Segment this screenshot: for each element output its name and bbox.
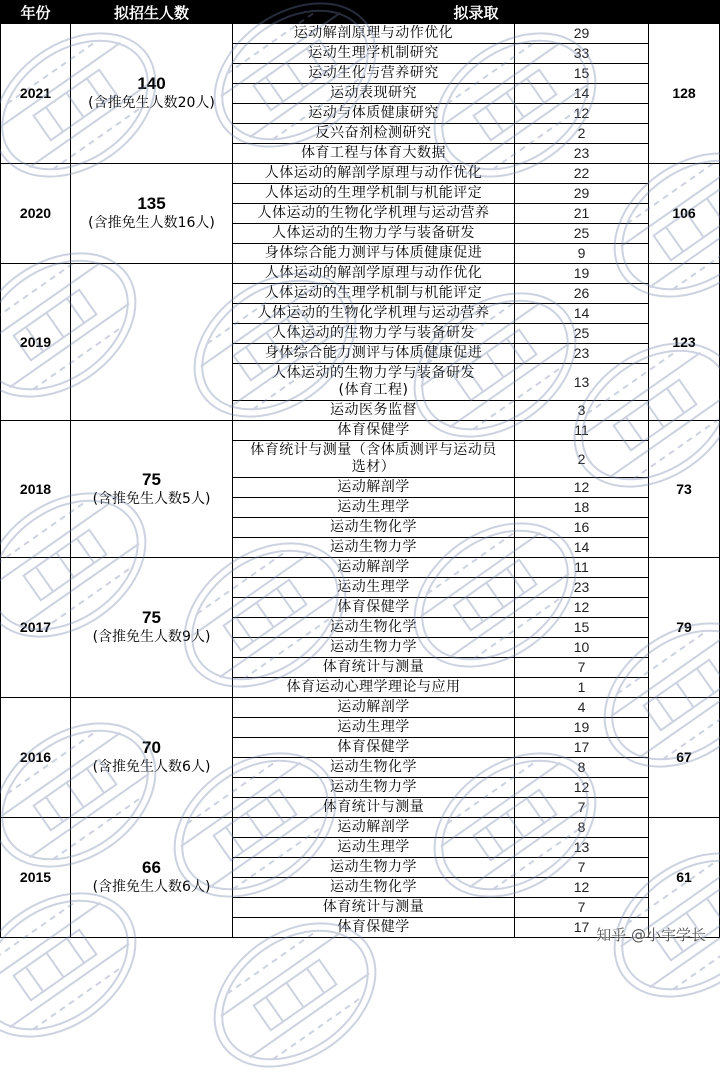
planned-count: 140 — [137, 74, 166, 93]
direction-cell: 运动生物化学 — [233, 618, 515, 638]
count-cell: 15 — [515, 618, 649, 638]
direction-cell: 运动与体质健康研究 — [233, 104, 515, 124]
count-cell: 3 — [515, 401, 649, 421]
total-cell: 61 — [649, 818, 720, 938]
count-cell: 11 — [515, 558, 649, 578]
count-cell: 13 — [515, 364, 649, 401]
direction-cell: 体育保健学 — [233, 598, 515, 618]
table-row — [1, 818, 720, 838]
planned-note: (含推免生人数6人) — [92, 759, 211, 775]
planned-note: (含推免生人数9人) — [92, 629, 211, 645]
planned-cell — [71, 558, 233, 698]
direction-cell: 人体运动的解剖学原理与动作优化 — [233, 264, 515, 284]
count-cell: 7 — [515, 858, 649, 878]
direction-cell: 运动生物力学 — [233, 638, 515, 658]
count-cell: 26 — [515, 284, 649, 304]
count-cell: 23 — [515, 144, 649, 164]
direction-cell: 运动生理学 — [233, 718, 515, 738]
count-cell: 10 — [515, 638, 649, 658]
count-cell: 2 — [515, 124, 649, 144]
planned-note: (含推免生人数20人) — [88, 95, 215, 111]
count-cell: 17 — [515, 738, 649, 758]
planned-note: (含推免生人数16人) — [88, 215, 215, 231]
planned-count: 75 — [142, 469, 161, 489]
count-cell: 8 — [515, 758, 649, 778]
direction-cell: 人体运动的生理学机制与机能评定 — [233, 284, 515, 304]
count-cell: 9 — [515, 244, 649, 264]
direction-cell: 运动解剖学 — [233, 818, 515, 838]
total-cell: 106 — [649, 164, 720, 264]
count-cell: 16 — [515, 518, 649, 538]
direction-cell: 人体运动的生物化学机理与运动营养 — [233, 204, 515, 224]
direction-cell: 体育统计与测量 — [233, 798, 515, 818]
planned-cell — [71, 164, 233, 264]
direction-cell: 体育运动心理学理论与应用 — [233, 678, 515, 698]
direction-cell: 体育工程与体育大数据 — [233, 144, 515, 164]
planned-cell — [71, 818, 233, 938]
direction-cell: 人体运动的生物力学与装备研发 — [233, 324, 515, 344]
count-cell: 25 — [515, 324, 649, 344]
planned-count: 70 — [142, 738, 161, 757]
count-cell: 7 — [515, 658, 649, 678]
direction-cell: 运动解剖原理与动作优化 — [233, 24, 515, 44]
planned-cell — [71, 421, 233, 558]
count-cell: 21 — [515, 204, 649, 224]
count-cell: 12 — [515, 778, 649, 798]
year-cell: 2017 — [1, 558, 71, 698]
total-cell: 128 — [649, 24, 720, 164]
direction-cell: 运动解剖学 — [233, 478, 515, 498]
count-cell: 33 — [515, 44, 649, 64]
direction-cell: 运动生理学 — [233, 838, 515, 858]
year-cell: 2021 — [1, 24, 71, 164]
count-cell: 29 — [515, 24, 649, 44]
header-year: 年份 — [1, 1, 71, 24]
direction-cell: 运动生理学 — [233, 578, 515, 598]
count-cell: 8 — [515, 818, 649, 838]
count-cell: 7 — [515, 898, 649, 918]
header-planned: 拟招生人数 — [71, 1, 233, 24]
count-cell: 7 — [515, 798, 649, 818]
planned-cell — [71, 264, 233, 421]
direction-cell: 体育统计与测量（含体质测评与运动员 选材） — [233, 441, 515, 478]
direction-cell: 运动生物化学 — [233, 518, 515, 538]
count-cell: 4 — [515, 698, 649, 718]
direction-cell: 运动生理学机制研究 — [233, 44, 515, 64]
count-cell: 18 — [515, 498, 649, 518]
table-row — [1, 264, 720, 284]
direction-cell: 运动表现研究 — [233, 84, 515, 104]
table-body — [1, 24, 720, 938]
count-cell: 13 — [515, 838, 649, 858]
direction-cell: 人体运动的生物力学与装备研发 (体育工程) — [233, 364, 515, 401]
direction-cell: 人体运动的生物力学与装备研发 — [233, 224, 515, 244]
year-cell: 2019 — [1, 264, 71, 421]
count-cell: 2 — [515, 441, 649, 478]
direction-cell: 运动解剖学 — [233, 558, 515, 578]
header-admitted: 拟录取 — [233, 1, 720, 24]
planned-note: (含推免生人数5人) — [92, 490, 211, 507]
count-cell: 23 — [515, 578, 649, 598]
direction-cell: 体育保健学 — [233, 918, 515, 938]
direction-cell: 反兴奋剂检测研究 — [233, 124, 515, 144]
direction-cell: 运动生物力学 — [233, 538, 515, 558]
direction-cell: 人体运动的解剖学原理与动作优化 — [233, 164, 515, 184]
year-cell: 2020 — [1, 164, 71, 264]
direction-cell: 体育统计与测量 — [233, 898, 515, 918]
table-row — [1, 698, 720, 718]
direction-cell: 运动生理学 — [233, 498, 515, 518]
count-cell: 19 — [515, 264, 649, 284]
direction-cell: 运动生物化学 — [233, 878, 515, 898]
count-cell: 12 — [515, 478, 649, 498]
total-cell: 123 — [649, 264, 720, 421]
direction-cell: 运动生物力学 — [233, 858, 515, 878]
year-cell: 2015 — [1, 818, 71, 938]
direction-cell: 运动生化与营养研究 — [233, 64, 515, 84]
count-cell: 23 — [515, 344, 649, 364]
count-cell: 11 — [515, 421, 649, 441]
total-cell: 79 — [649, 558, 720, 698]
direction-cell: 运动生物化学 — [233, 758, 515, 778]
direction-cell: 体育统计与测量 — [233, 658, 515, 678]
direction-cell: 运动解剖学 — [233, 698, 515, 718]
count-cell: 17 — [515, 918, 649, 938]
direction-cell: 身体综合能力测评与体质健康促进 — [233, 244, 515, 264]
planned-cell — [71, 698, 233, 818]
count-cell: 19 — [515, 718, 649, 738]
author-credit: 知乎 @小宇学长 — [596, 926, 706, 944]
direction-cell: 体育保健学 — [233, 738, 515, 758]
direction-cell: 运动医务监督 — [233, 401, 515, 421]
planned-note: (含推免生人数6人) — [92, 879, 211, 895]
direction-cell: 身体综合能力测评与体质健康促进 — [233, 344, 515, 364]
direction-cell: 人体运动的生理学机制与机能评定 — [233, 184, 515, 204]
direction-cell: 运动生物力学 — [233, 778, 515, 798]
planned-count: 66 — [142, 858, 161, 877]
count-cell: 12 — [515, 598, 649, 618]
count-cell: 12 — [515, 878, 649, 898]
count-cell: 15 — [515, 64, 649, 84]
count-cell: 14 — [515, 84, 649, 104]
year-cell: 2018 — [1, 421, 71, 558]
table-row — [1, 558, 720, 578]
count-cell: 1 — [515, 678, 649, 698]
direction-cell: 人体运动的生物化学机理与运动营养 — [233, 304, 515, 324]
header-row — [1, 1, 720, 24]
planned-count: 75 — [142, 608, 161, 627]
table-row — [1, 421, 720, 441]
count-cell: 14 — [515, 304, 649, 324]
planned-cell — [71, 24, 233, 164]
table-row — [1, 24, 720, 44]
planned-count: 135 — [137, 194, 166, 213]
total-cell: 67 — [649, 698, 720, 818]
table-row — [1, 164, 720, 184]
year-cell: 2016 — [1, 698, 71, 818]
total-cell: 73 — [649, 421, 720, 558]
count-cell: 29 — [515, 184, 649, 204]
count-cell: 12 — [515, 104, 649, 124]
count-cell: 14 — [515, 538, 649, 558]
direction-cell: 体育保健学 — [233, 421, 515, 441]
count-cell: 22 — [515, 164, 649, 184]
count-cell: 25 — [515, 224, 649, 244]
